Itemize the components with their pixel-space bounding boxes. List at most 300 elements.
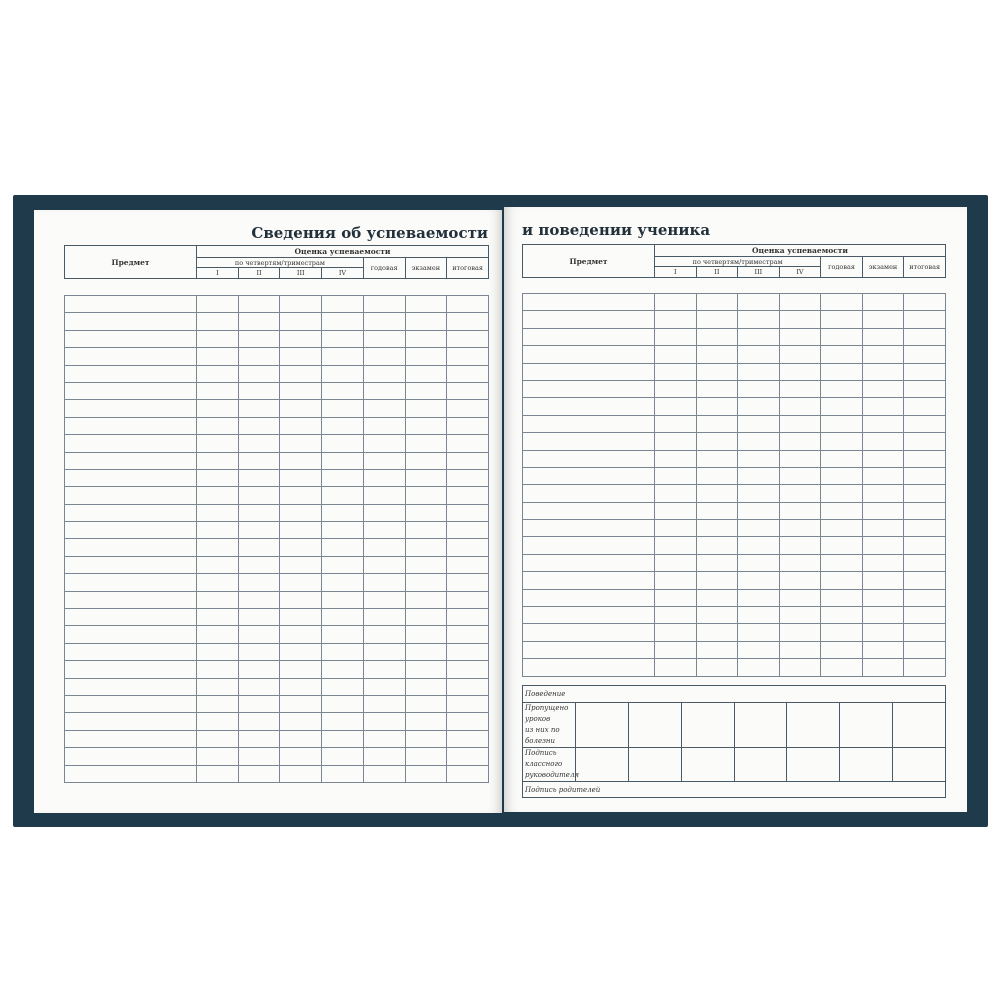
grade-cell[interactable] [280, 574, 322, 591]
grade-cell[interactable] [821, 398, 863, 415]
grade-cell[interactable] [904, 294, 946, 311]
grade-cell[interactable] [655, 311, 697, 328]
grade-cell[interactable] [447, 452, 489, 469]
subject-cell[interactable] [65, 539, 197, 556]
grade-cell[interactable] [655, 328, 697, 345]
grade-cell[interactable] [655, 398, 697, 415]
grade-cell[interactable] [447, 730, 489, 747]
grade-cell[interactable] [904, 467, 946, 484]
grade-cell[interactable] [322, 643, 364, 660]
grade-cell[interactable] [779, 294, 821, 311]
subject-cell[interactable] [65, 522, 197, 539]
grade-cell[interactable] [405, 365, 447, 382]
grade-cell[interactable] [363, 695, 405, 712]
grade-cell[interactable] [821, 659, 863, 676]
grade-cell[interactable] [779, 659, 821, 676]
grade-cell[interactable] [405, 382, 447, 399]
grade-cell[interactable] [655, 572, 697, 589]
grade-cell[interactable] [363, 400, 405, 417]
grade-cell[interactable] [779, 520, 821, 537]
grade-cell[interactable] [447, 643, 489, 660]
grade-cell[interactable] [862, 589, 904, 606]
grade-cell[interactable] [197, 435, 239, 452]
grade-cell[interactable] [696, 589, 738, 606]
grade-cell[interactable] [447, 487, 489, 504]
grade-cell[interactable] [655, 485, 697, 502]
grade-cell[interactable] [779, 398, 821, 415]
grade-cell[interactable] [363, 452, 405, 469]
subject-cell[interactable] [65, 504, 197, 521]
grade-cell[interactable] [197, 487, 239, 504]
subject-cell[interactable] [65, 487, 197, 504]
grade-cell[interactable] [696, 554, 738, 571]
grade-cell[interactable] [363, 626, 405, 643]
grade-cell[interactable] [904, 398, 946, 415]
grade-cell[interactable] [738, 363, 780, 380]
grade-cell[interactable] [238, 574, 280, 591]
grade-cell[interactable] [696, 659, 738, 676]
grade-cell[interactable] [696, 346, 738, 363]
grade-cell[interactable] [405, 661, 447, 678]
grade-cell[interactable] [322, 539, 364, 556]
grade-cell[interactable] [447, 296, 489, 313]
grade-cell[interactable] [696, 537, 738, 554]
subject-cell[interactable] [65, 609, 197, 626]
grade-cell[interactable] [904, 624, 946, 641]
grade-cell[interactable] [405, 713, 447, 730]
subject-cell[interactable] [523, 380, 655, 397]
grade-cell[interactable] [197, 643, 239, 660]
grade-cell[interactable] [904, 607, 946, 624]
grade-cell[interactable] [696, 363, 738, 380]
grade-cell[interactable] [447, 417, 489, 434]
grade-cell[interactable] [322, 382, 364, 399]
grade-cell[interactable] [904, 328, 946, 345]
grade-cell[interactable] [405, 539, 447, 556]
grade-cell[interactable] [862, 467, 904, 484]
grade-cell[interactable] [197, 730, 239, 747]
subject-cell[interactable] [523, 450, 655, 467]
subject-cell[interactable] [65, 452, 197, 469]
grade-cell[interactable] [862, 520, 904, 537]
subject-cell[interactable] [65, 591, 197, 608]
grade-cell[interactable] [363, 330, 405, 347]
grade-cell[interactable] [738, 537, 780, 554]
grade-cell[interactable] [738, 328, 780, 345]
grade-cell[interactable] [862, 537, 904, 554]
grade-cell[interactable] [238, 713, 280, 730]
grade-cell[interactable] [363, 730, 405, 747]
missed-cell[interactable] [734, 703, 787, 748]
subject-cell[interactable] [523, 641, 655, 658]
grade-cell[interactable] [447, 469, 489, 486]
grade-cell[interactable] [322, 556, 364, 573]
grade-cell[interactable] [280, 487, 322, 504]
grade-cell[interactable] [238, 365, 280, 382]
grade-cell[interactable] [447, 748, 489, 765]
grade-cell[interactable] [238, 626, 280, 643]
grade-cell[interactable] [738, 589, 780, 606]
grade-cell[interactable] [405, 591, 447, 608]
grade-cell[interactable] [904, 415, 946, 432]
grade-cell[interactable] [280, 661, 322, 678]
grade-cell[interactable] [904, 380, 946, 397]
grade-cell[interactable] [862, 328, 904, 345]
subject-cell[interactable] [65, 400, 197, 417]
grade-cell[interactable] [405, 609, 447, 626]
grade-cell[interactable] [904, 641, 946, 658]
grade-cell[interactable] [197, 400, 239, 417]
grade-cell[interactable] [862, 641, 904, 658]
missed-cell[interactable] [787, 703, 840, 748]
teacher-signature-cell[interactable] [681, 748, 734, 782]
grade-cell[interactable] [738, 311, 780, 328]
grade-cell[interactable] [322, 330, 364, 347]
grade-cell[interactable] [862, 398, 904, 415]
subject-cell[interactable] [65, 643, 197, 660]
subject-cell[interactable] [523, 572, 655, 589]
grade-cell[interactable] [238, 748, 280, 765]
grade-cell[interactable] [280, 365, 322, 382]
subject-cell[interactable] [65, 365, 197, 382]
grade-cell[interactable] [447, 522, 489, 539]
grade-cell[interactable] [696, 502, 738, 519]
grade-cell[interactable] [363, 678, 405, 695]
grade-cell[interactable] [779, 380, 821, 397]
grade-cell[interactable] [738, 607, 780, 624]
grade-cell[interactable] [238, 643, 280, 660]
grade-cell[interactable] [655, 415, 697, 432]
subject-cell[interactable] [65, 678, 197, 695]
grade-cell[interactable] [904, 589, 946, 606]
grade-cell[interactable] [696, 624, 738, 641]
subject-cell[interactable] [65, 435, 197, 452]
grade-cell[interactable] [655, 294, 697, 311]
subject-cell[interactable] [65, 713, 197, 730]
grade-cell[interactable] [696, 380, 738, 397]
subject-cell[interactable] [523, 537, 655, 554]
subject-cell[interactable] [65, 556, 197, 573]
grade-cell[interactable] [363, 556, 405, 573]
grade-cell[interactable] [779, 554, 821, 571]
grade-cell[interactable] [280, 452, 322, 469]
subject-cell[interactable] [65, 417, 197, 434]
grade-cell[interactable] [821, 380, 863, 397]
grade-cell[interactable] [738, 450, 780, 467]
grade-cell[interactable] [405, 678, 447, 695]
grade-cell[interactable] [363, 522, 405, 539]
grade-cell[interactable] [779, 346, 821, 363]
grade-cell[interactable] [322, 730, 364, 747]
grade-cell[interactable] [447, 765, 489, 782]
grade-cell[interactable] [363, 417, 405, 434]
grade-cell[interactable] [655, 433, 697, 450]
grade-cell[interactable] [280, 556, 322, 573]
grade-cell[interactable] [738, 433, 780, 450]
grade-cell[interactable] [405, 487, 447, 504]
grade-cell[interactable] [280, 504, 322, 521]
grade-cell[interactable] [696, 467, 738, 484]
grade-cell[interactable] [738, 380, 780, 397]
grade-cell[interactable] [738, 485, 780, 502]
grade-cell[interactable] [696, 294, 738, 311]
grade-cell[interactable] [821, 624, 863, 641]
subject-cell[interactable] [523, 607, 655, 624]
grade-cell[interactable] [696, 398, 738, 415]
grade-cell[interactable] [821, 485, 863, 502]
grade-cell[interactable] [322, 296, 364, 313]
missed-cell[interactable] [840, 703, 893, 748]
grade-cell[interactable] [696, 311, 738, 328]
grade-cell[interactable] [738, 659, 780, 676]
grade-cell[interactable] [779, 589, 821, 606]
grade-cell[interactable] [696, 641, 738, 658]
grade-cell[interactable] [197, 382, 239, 399]
grade-cell[interactable] [862, 433, 904, 450]
grade-cell[interactable] [779, 641, 821, 658]
teacher-signature-cell[interactable] [734, 748, 787, 782]
grade-cell[interactable] [197, 661, 239, 678]
subject-cell[interactable] [523, 363, 655, 380]
subject-cell[interactable] [523, 520, 655, 537]
grade-cell[interactable] [862, 363, 904, 380]
grade-cell[interactable] [904, 311, 946, 328]
grade-cell[interactable] [405, 522, 447, 539]
grade-cell[interactable] [238, 435, 280, 452]
grade-cell[interactable] [363, 382, 405, 399]
grade-cell[interactable] [238, 556, 280, 573]
grade-cell[interactable] [904, 537, 946, 554]
grade-cell[interactable] [238, 382, 280, 399]
grade-cell[interactable] [322, 609, 364, 626]
grade-cell[interactable] [447, 400, 489, 417]
teacher-signature-cell[interactable] [787, 748, 840, 782]
grade-cell[interactable] [405, 313, 447, 330]
grade-cell[interactable] [821, 363, 863, 380]
grade-cell[interactable] [197, 348, 239, 365]
grade-cell[interactable] [322, 591, 364, 608]
subject-cell[interactable] [65, 469, 197, 486]
grade-cell[interactable] [280, 522, 322, 539]
grade-cell[interactable] [238, 591, 280, 608]
grade-cell[interactable] [447, 626, 489, 643]
grade-cell[interactable] [405, 504, 447, 521]
grade-cell[interactable] [738, 520, 780, 537]
grade-cell[interactable] [904, 450, 946, 467]
grade-cell[interactable] [447, 678, 489, 695]
grade-cell[interactable] [280, 469, 322, 486]
grade-cell[interactable] [862, 607, 904, 624]
grade-cell[interactable] [779, 311, 821, 328]
grade-cell[interactable] [821, 554, 863, 571]
grade-cell[interactable] [405, 330, 447, 347]
grade-cell[interactable] [779, 624, 821, 641]
grade-cell[interactable] [322, 748, 364, 765]
grade-cell[interactable] [322, 313, 364, 330]
grade-cell[interactable] [655, 624, 697, 641]
grade-cell[interactable] [363, 661, 405, 678]
grade-cell[interactable] [447, 574, 489, 591]
subject-cell[interactable] [523, 328, 655, 345]
grade-cell[interactable] [655, 346, 697, 363]
grade-cell[interactable] [655, 450, 697, 467]
grade-cell[interactable] [405, 574, 447, 591]
grade-cell[interactable] [238, 609, 280, 626]
subject-cell[interactable] [523, 415, 655, 432]
grade-cell[interactable] [197, 748, 239, 765]
grade-cell[interactable] [738, 294, 780, 311]
teacher-signature-cell[interactable] [628, 748, 681, 782]
subject-cell[interactable] [65, 626, 197, 643]
grade-cell[interactable] [447, 695, 489, 712]
grade-cell[interactable] [779, 415, 821, 432]
grade-cell[interactable] [280, 643, 322, 660]
grade-cell[interactable] [322, 487, 364, 504]
subject-cell[interactable] [65, 661, 197, 678]
grade-cell[interactable] [447, 591, 489, 608]
grade-cell[interactable] [821, 467, 863, 484]
grade-cell[interactable] [779, 607, 821, 624]
grade-cell[interactable] [821, 294, 863, 311]
grade-cell[interactable] [238, 417, 280, 434]
grade-cell[interactable] [280, 348, 322, 365]
grade-cell[interactable] [821, 589, 863, 606]
grade-cell[interactable] [405, 417, 447, 434]
grade-cell[interactable] [238, 348, 280, 365]
grade-cell[interactable] [405, 730, 447, 747]
grade-cell[interactable] [655, 520, 697, 537]
grade-cell[interactable] [280, 400, 322, 417]
grade-cell[interactable] [655, 589, 697, 606]
grade-cell[interactable] [197, 713, 239, 730]
grade-cell[interactable] [280, 435, 322, 452]
grade-cell[interactable] [322, 417, 364, 434]
grade-cell[interactable] [363, 643, 405, 660]
subject-cell[interactable] [65, 574, 197, 591]
grade-cell[interactable] [696, 520, 738, 537]
grade-cell[interactable] [696, 433, 738, 450]
grade-cell[interactable] [322, 626, 364, 643]
grade-cell[interactable] [363, 574, 405, 591]
grade-cell[interactable] [197, 330, 239, 347]
grade-cell[interactable] [904, 554, 946, 571]
grade-cell[interactable] [197, 626, 239, 643]
grade-cell[interactable] [238, 522, 280, 539]
grade-cell[interactable] [363, 348, 405, 365]
grade-cell[interactable] [821, 311, 863, 328]
grade-cell[interactable] [447, 365, 489, 382]
grade-cell[interactable] [655, 607, 697, 624]
grade-cell[interactable] [197, 417, 239, 434]
missed-cell[interactable] [628, 703, 681, 748]
grade-cell[interactable] [738, 554, 780, 571]
grade-cell[interactable] [405, 643, 447, 660]
grade-cell[interactable] [904, 346, 946, 363]
grade-cell[interactable] [862, 450, 904, 467]
grade-cell[interactable] [862, 380, 904, 397]
grade-cell[interactable] [655, 641, 697, 658]
missed-cell[interactable] [893, 703, 946, 748]
grade-cell[interactable] [862, 659, 904, 676]
grade-cell[interactable] [197, 574, 239, 591]
grade-cell[interactable] [779, 537, 821, 554]
grade-cell[interactable] [738, 398, 780, 415]
grade-cell[interactable] [197, 365, 239, 382]
grade-cell[interactable] [322, 678, 364, 695]
grade-cell[interactable] [363, 765, 405, 782]
grade-cell[interactable] [696, 607, 738, 624]
subject-cell[interactable] [523, 589, 655, 606]
grade-cell[interactable] [904, 502, 946, 519]
grade-cell[interactable] [405, 452, 447, 469]
grade-cell[interactable] [322, 765, 364, 782]
grade-cell[interactable] [197, 313, 239, 330]
grade-cell[interactable] [322, 365, 364, 382]
grade-cell[interactable] [821, 537, 863, 554]
subject-cell[interactable] [523, 624, 655, 641]
teacher-signature-cell[interactable] [893, 748, 946, 782]
grade-cell[interactable] [322, 469, 364, 486]
grade-cell[interactable] [405, 348, 447, 365]
grade-cell[interactable] [322, 695, 364, 712]
missed-cell[interactable] [681, 703, 734, 748]
grade-cell[interactable] [363, 296, 405, 313]
grade-cell[interactable] [322, 574, 364, 591]
missed-cell[interactable] [575, 703, 628, 748]
grade-cell[interactable] [238, 539, 280, 556]
grade-cell[interactable] [862, 415, 904, 432]
grade-cell[interactable] [238, 452, 280, 469]
grade-cell[interactable] [322, 435, 364, 452]
grade-cell[interactable] [197, 296, 239, 313]
grade-cell[interactable] [738, 641, 780, 658]
grade-cell[interactable] [862, 624, 904, 641]
grade-cell[interactable] [696, 450, 738, 467]
grade-cell[interactable] [405, 435, 447, 452]
subject-cell[interactable] [65, 382, 197, 399]
teacher-signature-cell[interactable] [575, 748, 628, 782]
grade-cell[interactable] [821, 641, 863, 658]
grade-cell[interactable] [655, 380, 697, 397]
grade-cell[interactable] [655, 363, 697, 380]
grade-cell[interactable] [280, 591, 322, 608]
grade-cell[interactable] [280, 695, 322, 712]
subject-cell[interactable] [65, 330, 197, 347]
subject-cell[interactable] [523, 467, 655, 484]
grade-cell[interactable] [197, 522, 239, 539]
subject-cell[interactable] [523, 502, 655, 519]
subject-cell[interactable] [523, 311, 655, 328]
grade-cell[interactable] [363, 435, 405, 452]
grade-cell[interactable] [779, 433, 821, 450]
grade-cell[interactable] [238, 296, 280, 313]
grade-cell[interactable] [405, 748, 447, 765]
grade-cell[interactable] [655, 502, 697, 519]
grade-cell[interactable] [655, 467, 697, 484]
subject-cell[interactable] [65, 765, 197, 782]
subject-cell[interactable] [65, 695, 197, 712]
grade-cell[interactable] [862, 346, 904, 363]
grade-cell[interactable] [238, 504, 280, 521]
grade-cell[interactable] [696, 328, 738, 345]
grade-cell[interactable] [738, 346, 780, 363]
grade-cell[interactable] [363, 365, 405, 382]
grade-cell[interactable] [322, 713, 364, 730]
grade-cell[interactable] [197, 452, 239, 469]
grade-cell[interactable] [405, 556, 447, 573]
grade-cell[interactable] [405, 626, 447, 643]
grade-cell[interactable] [904, 433, 946, 450]
